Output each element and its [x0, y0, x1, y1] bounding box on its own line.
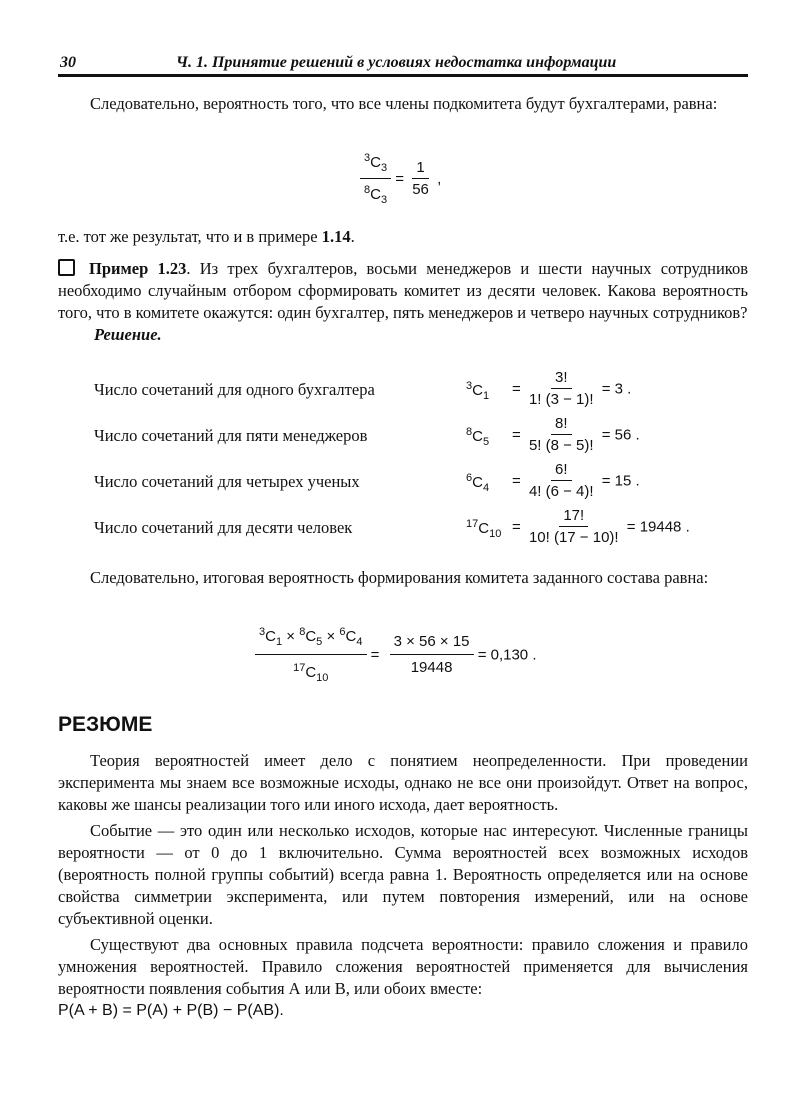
row-label: Число сочетаний для одного бухгалтера: [94, 380, 375, 399]
combination-row: [94, 460, 744, 506]
paragraph: Следовательно, вероятность того, что все члены подкомитета будут бухгалтерами, равна:: [90, 94, 718, 113]
page-number: 30: [60, 54, 76, 71]
section-heading: РЕЗЮМЕ: [58, 713, 153, 736]
combination-formula: = $\frac{8!}{5! (8 - 5)!}$ = 56 .: [512, 415, 640, 454]
combination-formula: = $\frac{3!}{1! (3 - 1)!}$ = 3 .: [512, 369, 632, 408]
paragraph: т.е. тот же результат, что и в примере 1.14.: [58, 227, 355, 246]
example-text: Пример 1.23. Из трех бухгалтеров, восьми менеджеров и шести научных сотрудников необходимо случайным отбором сформировать комитет из десяти человек. Какова вероятность того, что в комитете окажутся: один бухгалтер, пять менеджеров и четверо научных сотрудников?: [58, 259, 748, 322]
addition-rule-formula: P(A + B) = P(A) + P(B) − P(AB).: [58, 1002, 284, 1019]
row-label: Число сочетаний для пяти менеджеров: [94, 426, 368, 445]
chapter-title: Ч. 1. Принятие решений в условиях недостатка информации: [176, 54, 617, 71]
example-block: [58, 258, 748, 346]
combination-symbol: $^8C_5$: [466, 426, 490, 448]
row-label: Число сочетаний для десяти человек: [94, 518, 353, 537]
combination-formula: = $\frac{17!}{10! (17 - 10)!}$ = 19448 .: [512, 507, 690, 546]
combination-symbol: $^3C_1$: [466, 380, 490, 402]
formula-final-probability: $\frac{^3C_1 \times ^8C_5 \times ^6C_4}{^{17}C_{10}}$ = $\frac{3 \times 56 \times 15}{19448}$ = 0,130 .: [255, 620, 537, 691]
combination-row: [94, 414, 744, 460]
combination-symbol: $^{17}C_{10}$: [466, 518, 502, 540]
combination-symbol: $^6C_4$: [466, 472, 490, 494]
solution-label: Решение.: [94, 325, 162, 344]
formula-subcommittee: $\frac{^3C_3}{^8C_3}$ = $\frac{1}{56}$ ,: [360, 148, 441, 211]
summary-paragraph: Теория вероятностей имеет дело с понятием неопределенности. При проведении эксперимента мы знаем все возможные исходы, однако не все они произойдут. Ответ на вопрос, каковы же шансы реализации того или иного исхода, дает вероятность.: [58, 751, 748, 814]
row-label: Число сочетаний для четырех ученых: [94, 472, 360, 491]
example-box-icon: [58, 259, 75, 276]
example-reference: 1.14: [321, 227, 351, 246]
combination-rows: [94, 368, 744, 552]
summary-section: [58, 712, 748, 1022]
combination-row: [94, 506, 744, 552]
combination-row: [94, 368, 744, 414]
summary-paragraph: Событие — это один или несколько исходов, которые нас интересуют. Численные границы вероятности — от 0 до 1 включительно. Сумма вероятностей всех возможных исходов (вероятность полной группы событий) всегда равна 1. Вероятность определяется или на основе свойства симметрии эксперимента, или путем повторения измерений, или на основе субъективной оценки.: [58, 821, 748, 928]
summary-paragraph: Существуют два основных правила подсчета вероятности: правило сложения и правило умножения вероятностей. Правило сложения вероятностей применяется для вычисления вероятности появления события А или В, или обоих вместе:: [58, 935, 748, 998]
running-header: [58, 50, 748, 77]
combination-formula: = $\frac{6!}{4! (6 - 4)!}$ = 15 .: [512, 461, 640, 500]
paragraph: Следовательно, итоговая вероятность формирования комитета заданного состава равна:: [90, 568, 709, 587]
